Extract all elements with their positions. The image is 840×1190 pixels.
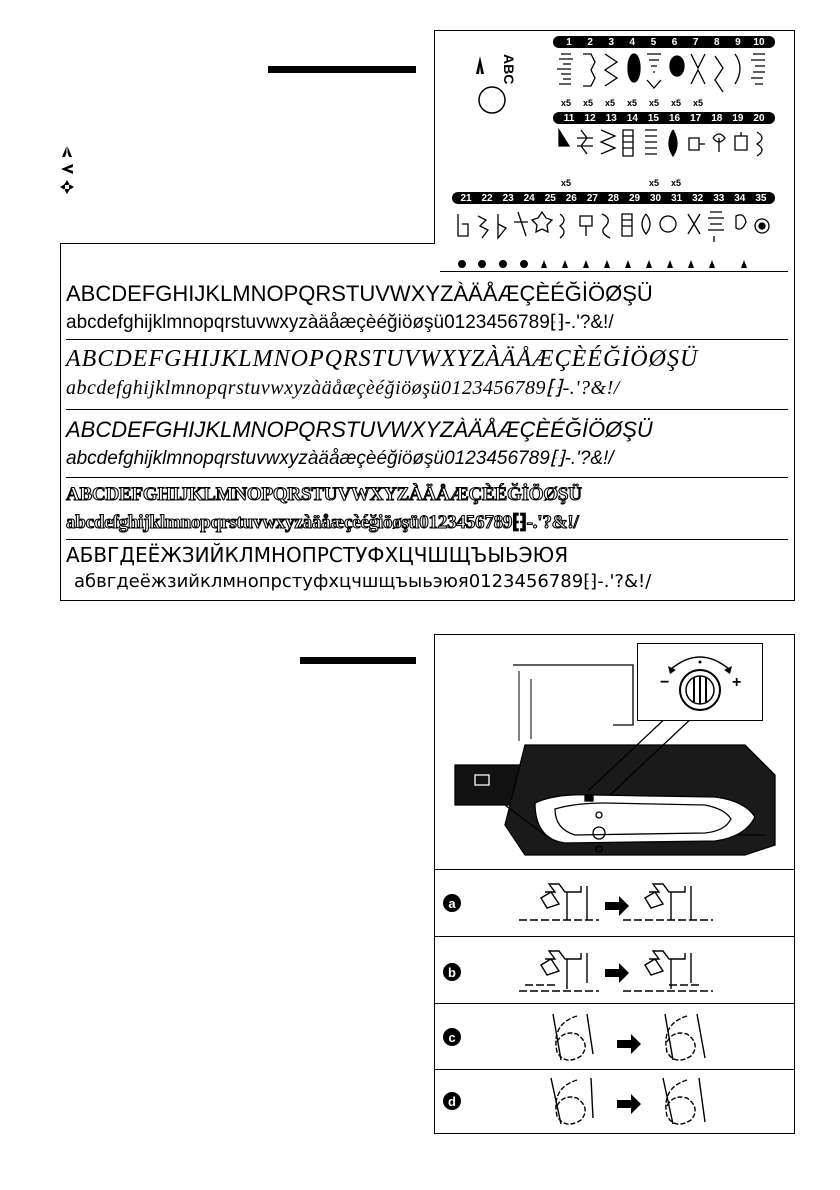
feed-label: x5 — [560, 178, 571, 188]
feed-label — [577, 178, 599, 188]
feed-label — [621, 178, 643, 188]
stitch-number: 25 — [544, 192, 556, 204]
step-row-c — [435, 1003, 794, 1070]
stitch-number: 33 — [713, 192, 725, 204]
stitch-number: 32 — [692, 192, 704, 204]
stitch-number: 14 — [626, 112, 638, 124]
feed-label — [731, 178, 753, 188]
stitch-number: 35 — [755, 192, 767, 204]
feed-label — [731, 98, 753, 108]
stitch-number: 15 — [647, 112, 659, 124]
feed-label: x5 — [670, 98, 681, 108]
stitch-number: 18 — [711, 112, 723, 124]
stitch-feed-labels-1 — [555, 98, 777, 108]
dial-minus-label: − — [660, 674, 670, 691]
step-letter: b — [443, 963, 461, 981]
stitch-number-strip-1 — [553, 36, 775, 48]
feed-label: x5 — [692, 98, 703, 108]
divider — [66, 539, 788, 540]
stitch-feed-labels-2 — [555, 178, 777, 188]
font-sample-italic-lower: abcdefghijklmnopqrstuvwxyzàäåæçèéğiöøşü0123456789⁅⁆-.'?&!/ — [66, 448, 614, 469]
font-sample-italic-upper: ABCDEFGHIJKLMNOPQRSTUVWXYZÀÄÅÆÇÈÉĞİÖØŞÜ — [66, 417, 653, 442]
step-letter: d — [443, 1092, 461, 1110]
feed-label: x5 — [626, 98, 637, 108]
stitch-number: 10 — [753, 36, 765, 48]
divider — [66, 477, 788, 478]
font-sample-outline-upper: ABCDEFGHIJKLMNOPQRSTUVWXYZÀÄÅÆÇÈÉĞİÖØŞÜ — [66, 484, 582, 505]
stitch-number: 13 — [605, 112, 617, 124]
number-six-icon — [547, 1010, 727, 1066]
feed-label: x5 — [648, 178, 659, 188]
stitch-number: 3 — [608, 36, 614, 48]
stitch-number: 5 — [650, 36, 657, 48]
stitch-number: 19 — [732, 112, 744, 124]
stitch-number: 17 — [690, 112, 702, 124]
font-sample-cyrillic-upper: АБВГДЕЁЖЗИЙКЛМНОПРСТУФХЦЧШЩЪЫЬЭЮЯ — [66, 543, 569, 567]
arrow-right-icon — [617, 1094, 641, 1114]
divider — [440, 271, 788, 272]
stitch-number: 12 — [584, 112, 596, 124]
stitch-number-strip-3 — [452, 192, 775, 204]
stitch-number: 6 — [671, 36, 678, 48]
feed-label — [599, 178, 621, 188]
stitch-number: 7 — [692, 36, 699, 48]
stitch-number: 21 — [460, 192, 472, 204]
font-samples — [60, 243, 794, 600]
dog-pattern-icon — [519, 945, 729, 999]
stitch-number: 4 — [629, 36, 636, 48]
stitch-number: 9 — [735, 36, 741, 48]
feed-label — [753, 178, 775, 188]
stitch-number: 2 — [587, 36, 593, 48]
feed-label: x5 — [582, 98, 593, 108]
font-sample-block-upper: ABCDEFGHIJKLMNOPQRSTUVWXYZÀÄÅÆÇÈÉĞİÖØŞÜ — [66, 281, 653, 306]
abc-mode-badge — [462, 50, 522, 122]
step-letter: a — [443, 894, 461, 912]
stitch-number-strip-2 — [553, 112, 775, 124]
stitch-number: 31 — [671, 192, 683, 204]
stitch-number: 26 — [565, 192, 577, 204]
stitch-number: 8 — [713, 36, 720, 48]
stitch-number: 27 — [586, 192, 598, 204]
balance-dial-icon[interactable] — [638, 644, 762, 720]
stitch-number: 20 — [753, 112, 765, 124]
balance-dial-inset — [637, 643, 763, 721]
divider — [66, 409, 788, 410]
feed-label — [687, 178, 709, 188]
stitch-number: 24 — [523, 192, 535, 204]
stitch-number: 1 — [566, 36, 572, 48]
arrow-right-icon — [617, 1034, 641, 1054]
stitch-number: 29 — [628, 192, 641, 204]
stitch-number: 23 — [502, 192, 514, 204]
feed-label: x5 — [604, 98, 615, 108]
number-six-icon — [547, 1074, 727, 1130]
step-row-a — [435, 869, 794, 937]
divider — [66, 339, 788, 340]
step-row-b — [435, 936, 794, 1004]
feed-label: x5 — [670, 178, 681, 188]
balance-adjust-figure — [434, 634, 795, 1134]
section-heading-rule-bottom — [300, 657, 416, 664]
stitch-patterns-row-2 — [553, 126, 775, 176]
font-sample-script-upper: ABCDEFGHIJKLMNOPQRSTUVWXYZÀÄÅÆÇÈÉĞİÖØŞÜ — [66, 346, 699, 372]
step-letter: c — [443, 1028, 461, 1046]
feed-label: x5 — [560, 98, 571, 108]
dial-plus-label: + — [732, 674, 742, 691]
dog-pattern-icon — [519, 878, 729, 930]
font-sample-outline-lower: abcdefghijklmnopqrstuvwxyzàäåæçèéğiöøşü0123456789⁅⁆-.'?&!/ — [66, 512, 579, 533]
font-sample-cyrillic-lower: абвгдеёжзийклмнопрстуфхцчшщъыьэюя0123456789⁅⁆-.'?&!/ — [74, 571, 652, 592]
stitch-number: 11 — [563, 112, 575, 124]
feed-label: x5 — [648, 98, 659, 108]
font-sample-script-lower: abcdefghijklmnopqrstuvwxyzàäåæçèéğiöøşü0123456789⁅⁆-.'?&!/ — [66, 377, 620, 399]
step-row-d — [435, 1069, 794, 1134]
stitch-number: 16 — [668, 112, 681, 124]
feed-label — [709, 178, 731, 188]
font-sample-block-lower: abcdefghijklmnopqrstuvwxyzàäåæçèéğiöøşü0123456789⁅⁆-.'?&!/ — [66, 312, 614, 333]
arrow-right-icon — [605, 963, 629, 983]
stitch-number: 30 — [650, 192, 662, 204]
svg-text:ABC: ABC — [501, 54, 517, 85]
stitch-number: 28 — [607, 192, 619, 204]
arrow-right-icon — [605, 896, 629, 916]
stitch-number: 22 — [481, 192, 493, 204]
stitch-number: 34 — [734, 192, 746, 204]
feed-label — [709, 98, 731, 108]
